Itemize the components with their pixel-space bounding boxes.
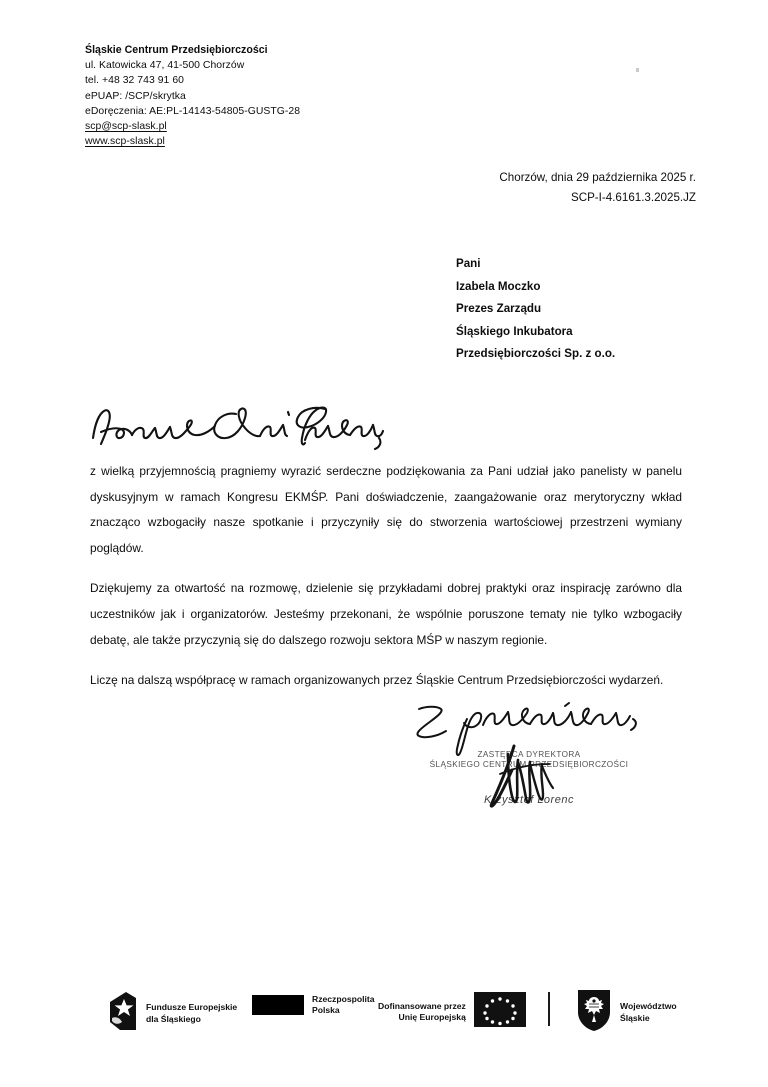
footer-divider (548, 992, 550, 1026)
scan-speck (636, 68, 639, 72)
rzeczpospolita-polska-label: Rzeczpospolita Polska (312, 994, 375, 1016)
fundusze-europejskie-label: Fundusze Europejskie dla Śląskiego (146, 1002, 238, 1024)
body-paragraph-1: z wielką przyjemnością pragniemy wyrazić serdeczne podziękowania za Pani udział jako panelisty w panelu dyskusyjnym w ramach Kongresu EKMŚP. Pani doświadczenie, zaangażowanie oraz merytoryczny wkład znacząco wzbogaciły nasze spotkanie i przyczyniły się do stworzenia wartościowej przestrzeni wymiany poglądów. (90, 464, 682, 555)
polish-flag-icon (252, 995, 304, 1015)
body-paragraph-2: Dziękujemy za otwartość na rozmowę, dzielenie się przykładami dobrej praktyki oraz inspirację zarówno dla uczestników jak i organizatorów. Jesteśmy przekonani, że wspólnie poruszone tematy nie tylko wzbogaciły debatę, ale także przyczynią się do dalszego rozwoju sektora MŚP w naszym regionie. (90, 581, 682, 647)
wojewodztwo-slaskie-label: Województwo Śląskie (620, 1001, 677, 1023)
logo-rzeczpospolita-polska (252, 994, 375, 1017)
official-stamp (404, 750, 654, 806)
fundusze-europejskie-star-icon (108, 992, 138, 1035)
silesian-eagle-coat-of-arms-icon (576, 988, 612, 1037)
addressee-position: Prezes Zarządu (456, 302, 542, 315)
addressee-company-line2: Przedsiębiorczości Sp. z o.o. (456, 347, 616, 360)
addressee-salutation-title: Pani (456, 257, 481, 270)
addressee-company-line1: Śląskiego Inkubatora (456, 324, 573, 338)
place-and-date: Chorzów, dnia 29 października 2025 r. (499, 171, 696, 184)
logo-unia-europejska (378, 992, 526, 1032)
letterhead-organization: Śląskie Centrum Przedsiębiorczości (85, 44, 268, 56)
stamp-title-line-1: ZASTĘPCA DYREKTORA (477, 750, 581, 759)
letter-body (90, 459, 682, 694)
logo-wojewodztwo-slaskie (576, 988, 677, 1037)
stamp-signer-name: Krzysztof Lorenc (484, 793, 574, 806)
addressee-name: Izabela Moczko (456, 279, 541, 293)
reference-number: SCP-I-4.6161.3.2025.JZ (570, 191, 696, 204)
unia-europejska-label: Dofinansowane przez Unię Europejską (378, 1000, 466, 1022)
body-paragraph-3: Liczę na dalszą współpracę w ramach organizowanych przez Śląskie Centrum Przedsiębiorczości wydarzeń. (90, 673, 664, 688)
letterhead-address: ul. Katowicka 47, 41-500 Chorzów (85, 60, 245, 72)
logo-fundusze-europejskie (108, 992, 237, 1035)
handwritten-salutation (88, 398, 388, 450)
letterhead-phone: tel. +48 32 743 91 60 (85, 75, 184, 87)
stamp-title-line-2: ŚLĄSKIEGO CENTRUM PRZEDSIĘBIORCZOŚCI (429, 760, 629, 770)
eu-flag-icon (474, 992, 526, 1032)
addressee-block (456, 253, 615, 366)
footer-logo-strip (0, 980, 768, 1042)
letterhead-website-link[interactable]: www.scp-slask.pl (85, 136, 165, 148)
letterhead-edoreczenia: eDoręczenia: AE:PL-14143-54805-GUSTG-28 (85, 105, 301, 117)
letterhead (85, 43, 445, 149)
letterhead-epuap: ePUAP: /SCP/skrytka (85, 90, 186, 102)
date-reference-block (499, 168, 696, 208)
letterhead-email-link[interactable]: scp@scp-slask.pl (85, 121, 167, 133)
